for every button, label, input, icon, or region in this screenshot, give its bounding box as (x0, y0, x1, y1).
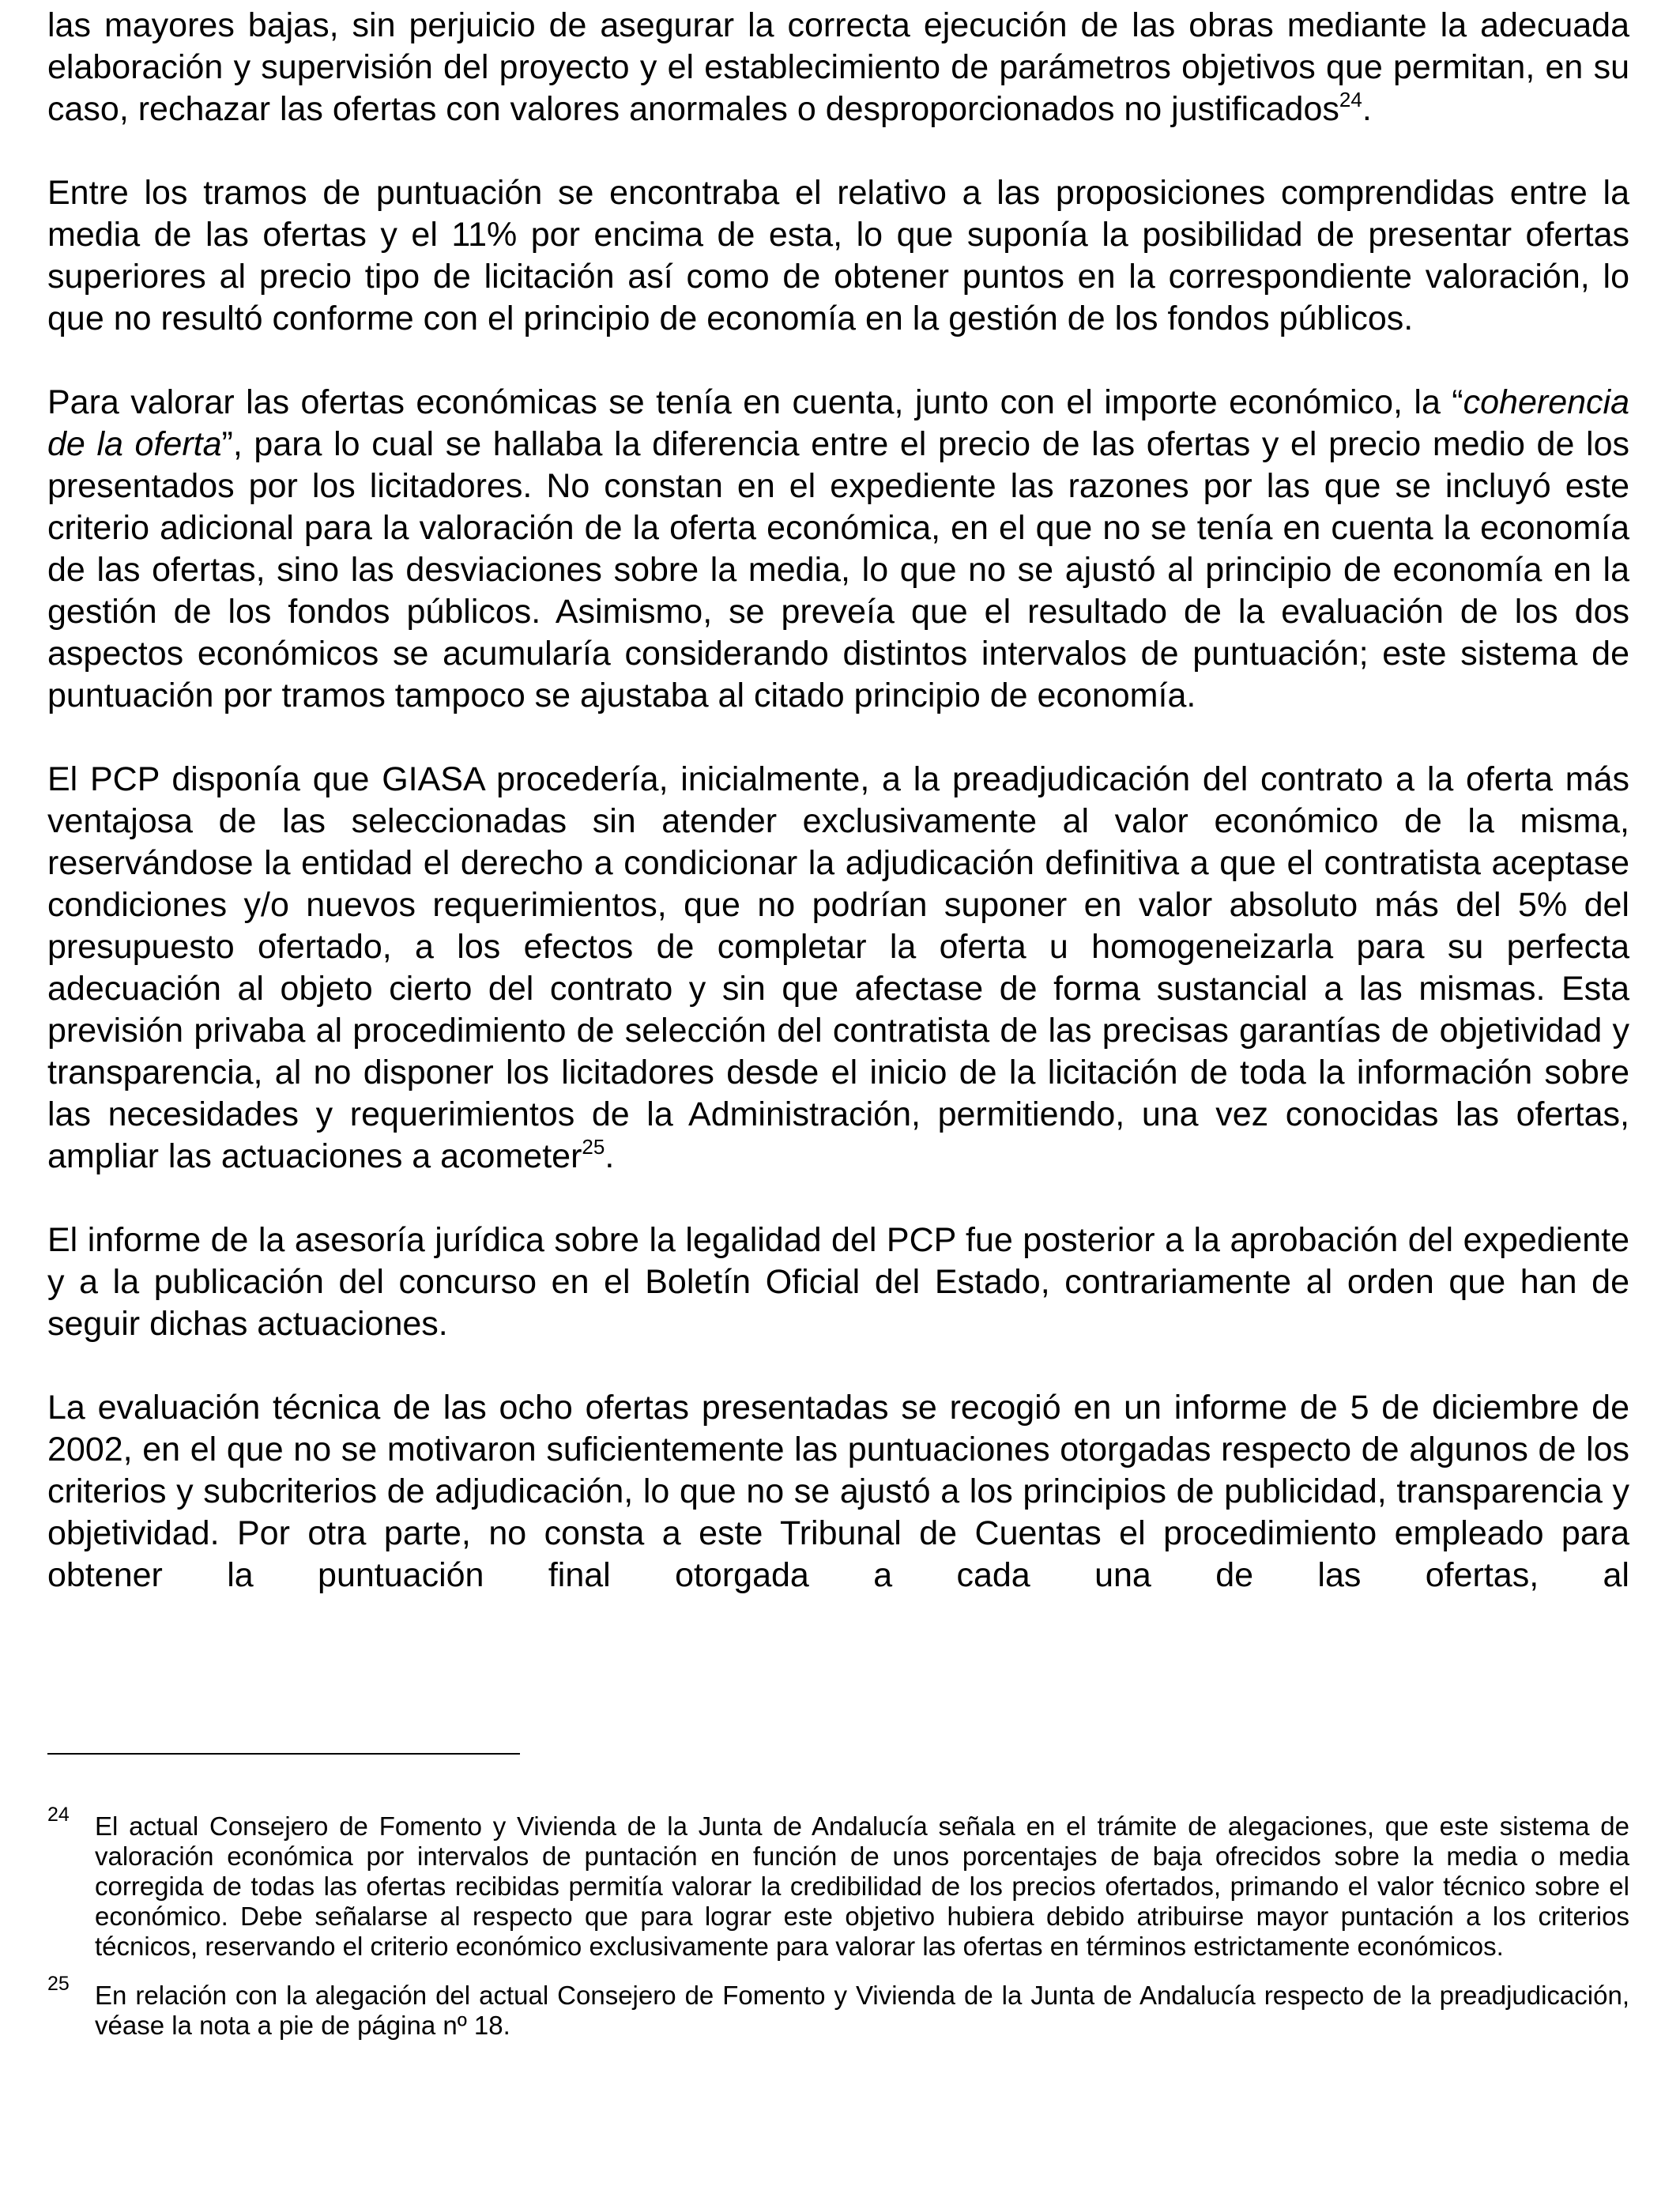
footnotes (47, 1804, 1629, 2060)
footnote-24 (47, 1804, 1629, 1962)
paragraph-6: La evaluación técnica de las ocho ofertas presentadas se recogió en un informe de 5 de diciembre de 2002, en el que no se motivaron suficientemente las puntuaciones otorgadas respecto de algunos de los criterios y subcriterios de adjudicación, lo que no se ajustó a los principios de publicidad, transparencia y objetividad. Por otra parte, no consta a este Tribunal de Cuentas el procedimiento empleado para obtener la puntuación final otorgada a cada una de las ofertas, al (47, 1389, 1629, 1594)
paragraph-4-text: El PCP disponía que GIASA procedería, inicialmente, a la preadjudicación del contrato a la oferta más ventajosa de las seleccionadas sin atender exclusivamente al valor económico de la misma, reservándose la entidad el derecho a condicionar la adjudicación definitiva a que el contratista aceptase condiciones y/o nuevos requerimientos, que no podrían suponer en valor absoluto más del 5% del presupuesto ofertado, a los efectos de completar la oferta u homogeneizarla para su perfecta adecuación al objeto cierto del contrato y sin que afectase de forma sustancial a las mismas. Esta previsión privaba al procedimiento de selección del contratista de las precisas garantías de objetividad y transparencia, al no disponer los licitadores desde el inicio de la licitación de toda la información sobre las necesidades y requerimientos de la Administración, permitiendo, una vez conocidas las ofertas, ampliar las actuaciones a acometer (47, 760, 1629, 1175)
paragraph-1 (47, 5, 1629, 130)
paragraph-4 (47, 759, 1629, 1178)
paragraph-5: El informe de la asesoría jurídica sobre la legalidad del PCP fue posterior a la aprobación del expediente y a la publicación del concurso en el Boletín Oficial del Estado, contrariamente al orden que han de seguir dichas actuaciones. (47, 1221, 1629, 1343)
paragraph-4-end: . (605, 1137, 615, 1175)
footnote-number: 25 (47, 1973, 70, 1995)
paragraph-1-end: . (1362, 90, 1372, 128)
footnote-25 (47, 1973, 1629, 2041)
footnote-separator (47, 1753, 520, 1755)
paragraph-3 (47, 382, 1629, 717)
footnote-text: En relación con la alegación del actual Consejero de Fomento y Vivienda de la Junta de Andalucía respecto de la preadjudicación, véase la nota a pie de página nº 18. (95, 1981, 1629, 2040)
footnote-ref-24[interactable]: 24 (1339, 88, 1362, 111)
footnote-ref-25[interactable]: 25 (582, 1135, 605, 1159)
paragraph-1-text: las mayores bajas, sin perjuicio de asegurar la correcta ejecución de las obras mediante la adecuada elaboración y supervisión del proyecto y el establecimiento de parámetros objetivos que permitan, en su caso, rechazar las ofertas con valores anormales o desproporcionados no justificados (47, 6, 1629, 128)
paragraph-3-emphasis: coherencia de la oferta (47, 383, 1629, 463)
footnote-number: 24 (47, 1804, 70, 1826)
paragraph-3-text-b: ”, para lo cual se hallaba la diferencia entre el precio de las ofertas y el precio medio de los presentados por los licitadores. No constan en el expediente las razones por las que se incluyó este criterio adicional para la valoración de la oferta económica, en el que no se tenía en cuenta la economía de las ofertas, sino las desviaciones sobre la media, lo que no se ajustó al principio de economía en la gestión de los fondos públicos. Asimismo, se preveía que el resultado de la evaluación de los dos aspectos económicos se acumularía considerando distintos intervalos de puntuación; este sistema de puntuación por tramos tampoco se ajustaba al citado principio de economía. (47, 425, 1629, 714)
paragraph-2: Entre los tramos de puntuación se encontraba el relativo a las proposiciones comprendidas entre la media de las ofertas y el 11% por encima de esta, lo que suponía la posibilidad de presentar ofertas superiores al precio tipo de licitación así como de obtener puntos en la correspondiente valoración, lo que no resultó conforme con el principio de economía en la gestión de los fondos públicos. (47, 174, 1629, 337)
document-body (47, 5, 1629, 1596)
footnote-text: El actual Consejero de Fomento y Vivienda de la Junta de Andalucía señala en el trámite de alegaciones, que este sistema de valoración económica por intervalos de puntación en función de unos porcentajes de baja ofrecidos sobre la media o media corregida de todas las ofertas recibidas permitía valorar la credibilidad de los precios ofertados, primando el valor técnico sobre el económico. Debe señalarse al respecto que para lograr este objetivo hubiera debido atribuirse mayor puntación a los criterios técnicos, reservando el criterio económico exclusivamente para valorar las ofertas en términos estrictamente económicos. (95, 1811, 1629, 1961)
paragraph-3-text-a: Para valorar las ofertas económicas se tenía en cuenta, junto con el importe económico, la “ (47, 383, 1463, 421)
